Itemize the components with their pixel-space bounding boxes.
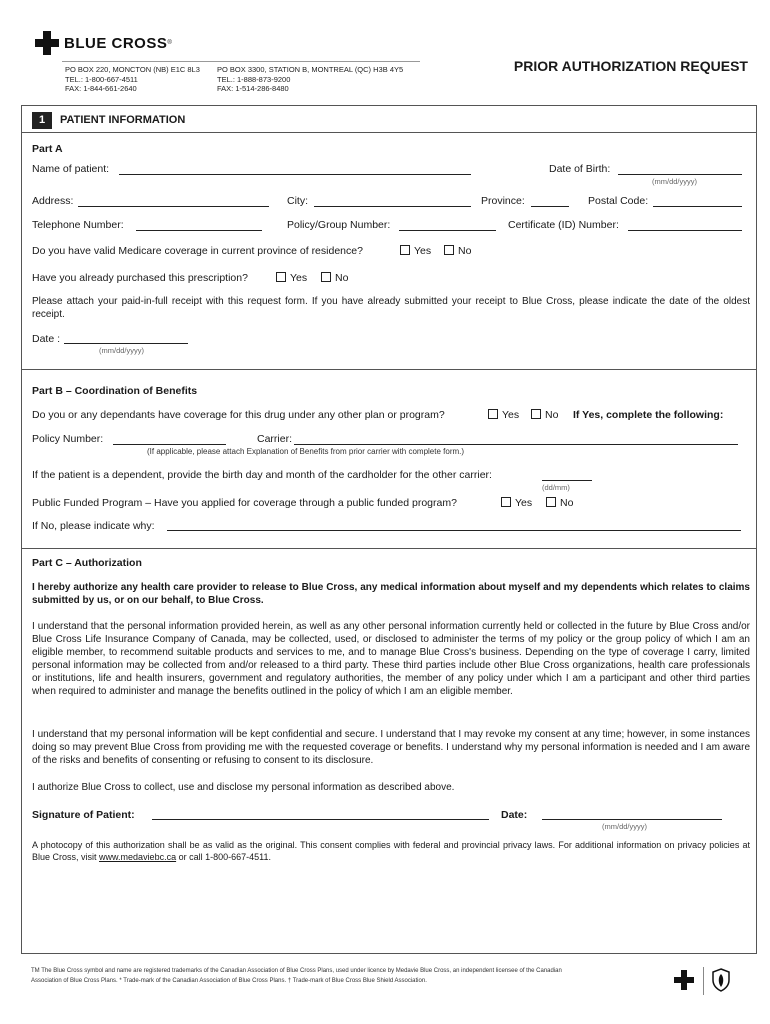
blue-cross-symbol-icon [35,31,59,55]
public-yes-checkbox[interactable] [501,497,511,507]
patient-name-label: Name of patient: [32,163,110,175]
dependent-hint: (dd/mm) [542,483,570,492]
no-label: No [545,409,559,421]
signature-date-field[interactable] [542,819,722,820]
public-no-option[interactable] [546,497,573,509]
dob-label: Date of Birth: [549,163,611,175]
coverage-yes-checkbox[interactable] [488,409,498,419]
moncton-address [65,65,200,94]
postal-code-label: Postal Code: [588,195,649,207]
coverage-yes-option[interactable] [488,409,519,421]
receipt-date-label: Date : [32,333,61,345]
address-fax: FAX: 1-514-286-8480 [217,84,289,93]
coverage-question: Do you or any dependants have coverage for this drug under any other plan or program? [32,409,445,421]
postal-code-field[interactable] [653,206,742,207]
medicare-no-option[interactable] [444,245,471,257]
footer-logo-separator [703,967,704,995]
call-text: or call 1-800-667-4511. [178,852,271,862]
address-line: PO BOX 220, MONCTON (NB) E1C 8L3 [65,65,200,74]
medavie-website-link[interactable]: www.medaviebc.ca [99,852,177,862]
no-label: No [560,497,574,509]
public-no-checkbox[interactable] [546,497,556,507]
coverage-no-checkbox[interactable] [531,409,541,419]
trademark-footer [31,966,641,986]
yes-label: Yes [502,409,520,421]
part-a-divider [22,369,756,370]
blue-cross-logo [35,31,172,55]
section-title-divider [22,132,756,133]
part-b-heading: Part B – Coordination of Benefits [32,385,198,397]
brand-mark: ® [167,40,172,46]
medicare-question: Do you have valid Medicare coverage in current province of residence? [32,245,363,257]
privacy-paragraph-2: I understand that my personal information will be kept confidential and secure. I understand that I may revoke my consent at any time; however, in some instances doing so may prevent Blue Cross from providing me with the requested coverage or benefits. I understand why my personal information is needed and I am aware of the risks and benefits of consenting or refusing to consent to its disclosure. [32,729,750,766]
privacy-paragraph-1: I understand that the personal information provided herein, as well as any other personal information currently held or collected in the future by Blue Cross and/or Blue Cross Life Insurance Company of Canada, may be collected, used, or disclosed to administer the terms of my policy or the group policy of which I am an eligible member, to recommend suitable products and services to me, and to manage Blue Cross's business. Depending on the type of coverage I carry, limited personal information may be collected from and/or released to a third party. These third parties include other Blue Cross organizations, health care professionals or institutions, life and health insurers, government and regulatory authorities, the member of any policy under which I am a participant and other third parties when required to administer and manage the benefits outlined in the policy of which I am an eligible member. [32,621,750,697]
privacy-paragraph-3: I authorize Blue Cross to collect, use and disclose my personal information as described above. [32,782,455,793]
if-no-reason-field[interactable] [167,530,741,531]
signature-field[interactable] [152,819,489,820]
receipt-date-field[interactable] [64,343,188,344]
yes-label: Yes [414,245,432,257]
patient-name-field[interactable] [119,174,471,175]
purchased-yes-option[interactable] [276,272,307,284]
trademark-line-2: Association of Blue Cross Plans. * Trade-mark of the Canadian Association of Blue Cross Plans. † Trade-mark of Blue Cross Blue Shield Association. [31,978,427,984]
certificate-field[interactable] [628,230,742,231]
header-rule [62,61,420,62]
carrier-hint: (If applicable, please attach Explanation of Benefits from prior carrier with complete form.) [147,447,465,456]
receipt-date-hint: (mm/dd/yyyy) [99,346,144,355]
part-c-heading: Part C – Authorization [32,557,142,569]
telephone-label: Telephone Number: [32,219,124,231]
document-title: PRIOR AUTHORIZATION REQUEST [513,58,748,74]
public-program-question: Public Funded Program – Have you applied for coverage through a public funded program? [32,497,457,509]
province-field[interactable] [531,206,569,207]
trademark-line-1: TM The Blue Cross symbol and name are registered trademarks of the Canadian Association of Blue Cross Plans, used under licence by Medavie Blue Cross, an independent licensee of the Canadian [31,968,562,974]
dob-hint: (mm/dd/yyyy) [652,177,697,186]
cardholder-birthdate-field[interactable] [542,480,592,481]
dependent-question: If the patient is a dependent, provide the birth day and month of the cardholder for the other carrier: [32,469,492,481]
policy-group-field[interactable] [399,230,496,231]
no-label: No [335,272,349,284]
photocopy-notice [32,839,750,863]
signature-date-hint: (mm/dd/yyyy) [602,822,647,831]
receipt-instructions: Please attach your paid-in-full receipt with this request form. If you have already submitted your receipt to Blue Cross, please indicate the date of the oldest receipt. [32,296,750,320]
city-label: City: [287,195,308,207]
province-label: Province: [481,195,525,207]
no-label: No [458,245,472,257]
section-title: PATIENT INFORMATION [60,114,186,126]
public-yes-option[interactable] [501,497,532,509]
dob-field[interactable] [618,174,742,175]
certificate-label: Certificate (ID) Number: [508,219,619,231]
purchased-no-checkbox[interactable] [321,272,331,282]
form-box [21,105,757,954]
carrier-field[interactable] [294,444,738,445]
policy-number-label: Policy Number: [32,433,104,445]
signature-date-label: Date: [501,809,528,821]
policy-group-label: Policy/Group Number: [287,219,391,231]
address-label: Address: [32,195,74,207]
brand-name: BLUE CROSS [64,34,168,52]
purchased-yes-checkbox[interactable] [276,272,286,282]
photocopy-text: A photocopy of this authorization shall be as valid as the original. This consent complies with federal and provincial privacy laws. For additional information on privacy policies at Blue Cross, visit [32,840,750,862]
medicare-no-checkbox[interactable] [444,245,454,255]
signature-label: Signature of Patient: [32,809,135,821]
part-b-divider [22,548,756,549]
address-field[interactable] [78,206,269,207]
if-no-label: If No, please indicate why: [32,520,155,532]
purchased-no-option[interactable] [321,272,348,284]
address-line: PO BOX 3300, STATION B, MONTREAL (QC) H3B 4Y5 [217,65,404,74]
medicare-yes-checkbox[interactable] [400,245,410,255]
blue-cross-footer-icon [674,970,694,990]
section-number-badge: 1 [32,112,52,129]
yes-label: Yes [515,497,533,509]
blue-shield-icon [712,968,730,992]
policy-number-field[interactable] [113,444,226,445]
carrier-label: Carrier: [257,433,293,445]
address-tel: TEL.: 1-800-667-4511 [65,74,138,84]
part-a-heading: Part A [32,143,63,155]
yes-label: Yes [290,272,308,284]
medicare-yes-option[interactable] [400,245,431,257]
telephone-field[interactable] [136,230,262,231]
address-tel: TEL.: 1-888-873-9200 [217,74,291,84]
purchased-question: Have you already purchased this prescription? [32,272,248,284]
if-yes-instruction: If Yes, complete the following: [573,409,724,421]
city-field[interactable] [314,206,471,207]
address-fax: FAX: 1-844-661-2640 [65,84,137,93]
authorization-statement: I hereby authorize any health care provider to release to Blue Cross, any medical information about myself and my dependents which relates to claims submitted by us, or on our behalf, to Blue Cross. [32,582,750,606]
coverage-no-option[interactable] [531,409,558,421]
montreal-address [217,65,403,94]
